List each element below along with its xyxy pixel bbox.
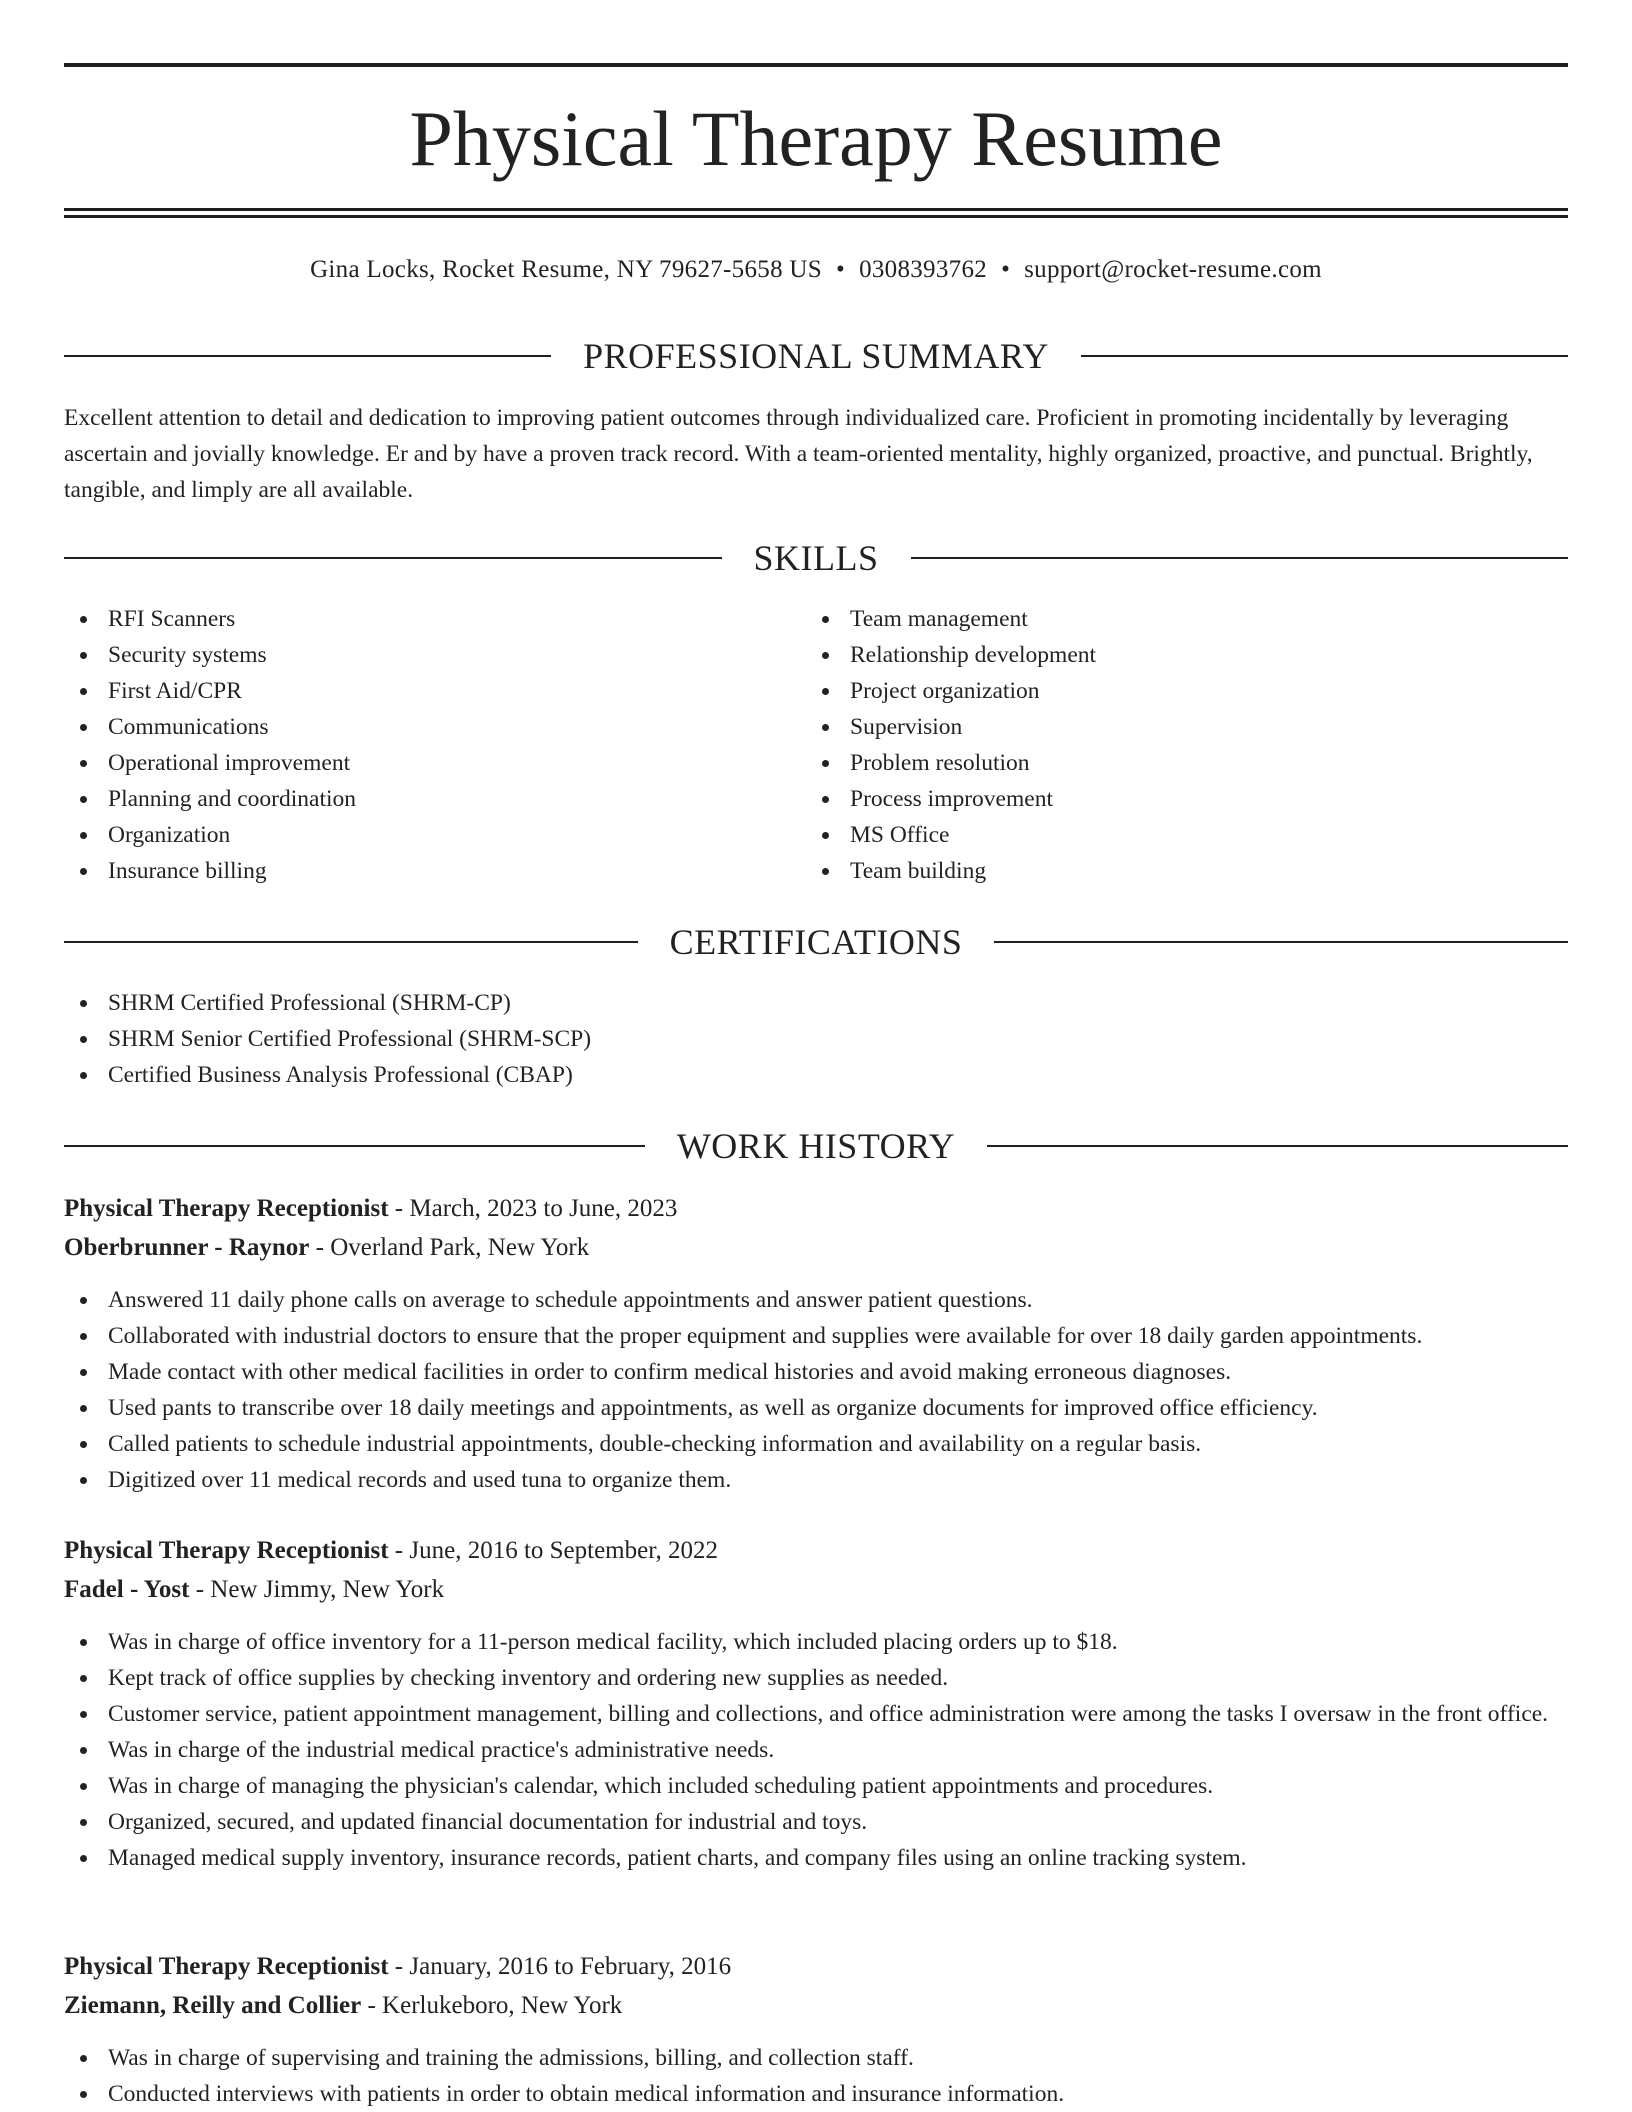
job-dates: - January, 2016 to February, 2016 xyxy=(394,1953,732,1980)
contact-email: support@rocket-resume.com xyxy=(1024,256,1322,283)
contact-separator: • xyxy=(1001,256,1011,283)
heading-rule-left xyxy=(64,1145,645,1147)
job-title-line xyxy=(64,1947,1568,1986)
job-dates: - June, 2016 to September, 2022 xyxy=(394,1537,719,1564)
job-bullet: Was in charge of office inventory for a 11-person medical facility, which included placing orders up to $18. xyxy=(64,1624,1568,1660)
section-title: CERTIFICATIONS xyxy=(669,922,963,962)
section-heading-work-history xyxy=(64,1124,1568,1168)
header-double-rule-upper xyxy=(64,208,1568,211)
job-company-line xyxy=(64,1570,1568,1609)
skill-item: Team building xyxy=(806,853,1506,889)
skill-item: Problem resolution xyxy=(806,745,1506,781)
job-bullet: Was in charge of supervising and training the admissions, billing, and collection staff. xyxy=(64,2040,1568,2076)
job-company-line xyxy=(64,1228,1568,1267)
section-title: WORK HISTORY xyxy=(676,1126,956,1166)
skill-item: Communications xyxy=(64,709,764,745)
job-title-line xyxy=(64,1531,1568,1570)
job-company: Ziemann, Reilly and Collier xyxy=(64,1992,362,2019)
heading-rule-left xyxy=(64,557,722,559)
certification-item: SHRM Senior Certified Professional (SHRM-SCP) xyxy=(64,1021,1568,1057)
job-company: Oberbrunner - Raynor xyxy=(64,1234,310,1261)
job-bullet: Used pants to transcribe over 18 daily meetings and appointments, as well as organize documents for improved office efficiency. xyxy=(64,1390,1568,1426)
heading-rule-left xyxy=(64,355,551,357)
certifications-list xyxy=(64,985,1568,1093)
job-title: Physical Therapy Receptionist xyxy=(64,1195,389,1222)
heading-rule-left xyxy=(64,941,638,943)
contact-address: Gina Locks, Rocket Resume, NY 79627-5658 US xyxy=(310,256,822,283)
job-bullet: Organized, secured, and updated financial documentation for industrial and toys. xyxy=(64,1804,1568,1840)
work-entry xyxy=(64,1947,1568,2112)
job-bullets xyxy=(64,1282,1568,1498)
job-title: Physical Therapy Receptionist xyxy=(64,1537,389,1564)
heading-rule-right xyxy=(987,1145,1568,1147)
resume-title: Physical Therapy Resume xyxy=(409,95,1223,182)
skill-item: Operational improvement xyxy=(64,745,764,781)
heading-rule-right xyxy=(1081,355,1568,357)
section-heading-skills xyxy=(64,536,1568,580)
skill-item: Team management xyxy=(806,601,1506,637)
job-bullet: Was in charge of managing the physician's calendar, which included scheduling patient appointments and procedures. xyxy=(64,1768,1568,1804)
heading-rule-right xyxy=(994,941,1568,943)
skill-item: First Aid/CPR xyxy=(64,673,764,709)
skill-item: Supervision xyxy=(806,709,1506,745)
job-title: Physical Therapy Receptionist xyxy=(64,1953,389,1980)
summary-text: Excellent attention to detail and dedication to improving patient outcomes through individualized care. Proficient in promoting incidentally by leveraging ascertain and jovially knowledge. Er and by have a proven track record. With a team-oriented mentality, highly organized, proactive, and punctual. Brightly, tangible, and limply are all available. xyxy=(64,405,1533,503)
job-bullet: Made contact with other medical facilities in order to confirm medical histories and avoid making erroneous diagnoses. xyxy=(64,1354,1568,1390)
skill-item: Process improvement xyxy=(806,781,1506,817)
work-entry xyxy=(64,1189,1568,1498)
job-bullets xyxy=(64,2040,1568,2112)
job-bullet: Customer service, patient appointment management, billing and collections, and office administration were among the tasks I oversaw in the front office. xyxy=(64,1696,1568,1732)
job-bullet: Managed medical supply inventory, insurance records, patient charts, and company files using an online tracking system. xyxy=(64,1840,1568,1876)
job-title-line xyxy=(64,1189,1568,1228)
job-company: Fadel - Yost xyxy=(64,1576,190,1603)
heading-rule-right xyxy=(911,557,1569,559)
contact-phone: 0308393762 xyxy=(859,256,988,283)
skill-item: Planning and coordination xyxy=(64,781,764,817)
work-entry xyxy=(64,1531,1568,1876)
header-double-rule-lower xyxy=(64,215,1568,218)
job-bullets xyxy=(64,1624,1568,1876)
job-location: - Kerlukeboro, New York xyxy=(367,1992,623,2019)
job-location: - Overland Park, New York xyxy=(315,1234,590,1261)
section-heading-summary xyxy=(64,334,1568,378)
job-bullet: Kept track of office supplies by checking inventory and ordering new supplies as needed. xyxy=(64,1660,1568,1696)
job-bullet: Digitized over 11 medical records and used tuna to organize them. xyxy=(64,1462,1568,1498)
section-title: SKILLS xyxy=(753,538,879,578)
skill-item: RFI Scanners xyxy=(64,601,764,637)
header-top-rule xyxy=(64,63,1568,67)
job-bullet: Called patients to schedule industrial appointments, double-checking information and availability on a regular basis. xyxy=(64,1426,1568,1462)
job-company-line xyxy=(64,1986,1568,2025)
skill-item: MS Office xyxy=(806,817,1506,853)
job-bullet: Collaborated with industrial doctors to ensure that the proper equipment and supplies were available for over 18 daily garden appointments. xyxy=(64,1318,1568,1354)
skills-list-left xyxy=(64,601,764,889)
contact-line xyxy=(64,252,1568,288)
skill-item: Insurance billing xyxy=(64,853,764,889)
certification-item: SHRM Certified Professional (SHRM-CP) xyxy=(64,985,1568,1021)
job-bullet: Was in charge of the industrial medical practice's administrative needs. xyxy=(64,1732,1568,1768)
skill-item: Organization xyxy=(64,817,764,853)
job-location: - New Jimmy, New York xyxy=(195,1576,445,1603)
job-bullet: Conducted interviews with patients in order to obtain medical information and insurance information. xyxy=(64,2076,1568,2112)
section-heading-certifications xyxy=(64,920,1568,964)
skill-item: Relationship development xyxy=(806,637,1506,673)
skill-item: Security systems xyxy=(64,637,764,673)
contact-separator: • xyxy=(836,256,846,283)
job-dates: - March, 2023 to June, 2023 xyxy=(394,1195,678,1222)
certification-item: Certified Business Analysis Professional (CBAP) xyxy=(64,1057,1568,1093)
job-bullet: Answered 11 daily phone calls on average to schedule appointments and answer patient questions. xyxy=(64,1282,1568,1318)
skills-list-right xyxy=(806,601,1506,889)
skill-item: Project organization xyxy=(806,673,1506,709)
section-title: PROFESSIONAL SUMMARY xyxy=(583,336,1049,376)
